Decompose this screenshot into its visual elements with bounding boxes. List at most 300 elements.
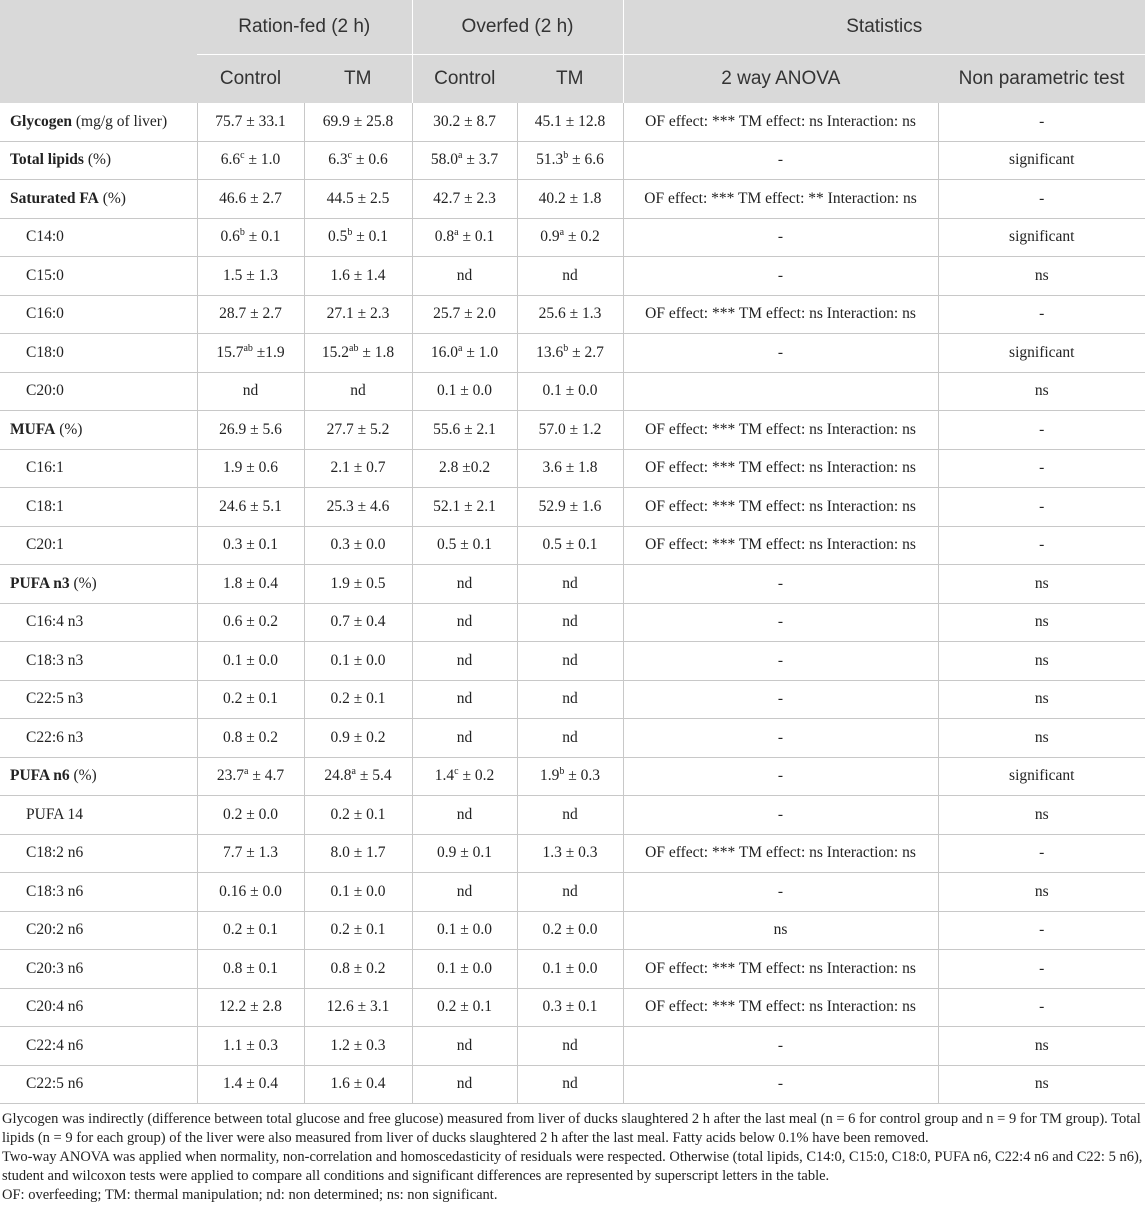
- anova-cell: OF effect: *** TM effect: ns Interaction: ns: [623, 950, 938, 989]
- row-label: [0, 295, 197, 334]
- value-cell-rt: [304, 372, 412, 411]
- value-cell-rt: [304, 642, 412, 681]
- value-main: 1.2 ± 0.3: [330, 1036, 386, 1054]
- row-label: [0, 103, 197, 141]
- table-row: [0, 911, 1145, 950]
- value-cell-oc: [412, 834, 517, 873]
- table-row: [0, 218, 1145, 257]
- value-main: 2.8 ±0.2: [438, 459, 491, 477]
- footnote-1: Glycogen was indirectly (difference between total glucose and free glucose) measured from liver of ducks slaughtered 2 h after the last meal (n = 6 for control group and n = 9 for TM group). Total lipids (n = 9 for each group) of the liver were also measured from liver of ducks slaughtered 2 h after the last meal. Fatty acids below 0.1% have been removed.: [2, 1111, 1141, 1146]
- value-cell-oc: [412, 603, 517, 642]
- value-cell-rt: [304, 257, 412, 296]
- value-cell-rt: [304, 873, 412, 912]
- row-label-text: C18:3 n3: [26, 651, 84, 669]
- value-cell-rc: [197, 411, 304, 450]
- anova-cell: -: [623, 334, 938, 373]
- value-cell-rt: [304, 834, 412, 873]
- value-main: nd: [456, 882, 473, 900]
- anova-cell: -: [623, 1027, 938, 1066]
- table-row: [0, 295, 1145, 334]
- value-cell-rc: [197, 642, 304, 681]
- value-cell-ot: [517, 257, 623, 296]
- value-cell-ot: [517, 295, 623, 334]
- value-main: 57.0 ± 1.2: [538, 420, 602, 438]
- row-label-text: C22:5 n6: [26, 1075, 84, 1093]
- row-label: [0, 680, 197, 719]
- value-main: 0.2 ± 0.1: [330, 921, 386, 939]
- value-main: 30.2 ± 8.7: [433, 112, 496, 130]
- table-row: [0, 796, 1145, 835]
- value-main: 0.5 ± 0.1: [437, 536, 493, 554]
- header-overfed-control: Control: [412, 55, 517, 104]
- value-main: 27.7 ± 5.2: [326, 420, 390, 438]
- value-sd: ± 0.3: [564, 767, 601, 785]
- value-cell-oc: [412, 1065, 517, 1104]
- header-ration-fed: Ration-fed (2 h): [197, 0, 412, 55]
- value-main: 75.7 ± 33.1: [215, 112, 286, 130]
- value-main: 27.1 ± 2.3: [326, 305, 390, 323]
- value-main: 0.3 ± 0.0: [330, 536, 386, 554]
- value-cell-ot: [517, 180, 623, 219]
- value-sd: ± 1.0: [462, 343, 499, 361]
- table-row: [0, 603, 1145, 642]
- significance-letter: b: [559, 766, 565, 778]
- value-main: 0.3 ± 0.1: [542, 998, 598, 1016]
- row-label: [0, 141, 197, 180]
- nonparametric-cell: ns: [938, 642, 1145, 681]
- table-row: [0, 1065, 1145, 1104]
- row-label: [0, 796, 197, 835]
- row-label: [0, 526, 197, 565]
- row-label-bold: Glycogen: [10, 112, 72, 130]
- value-main: 0.2 ± 0.1: [222, 921, 278, 939]
- value-main: 24.6 ± 5.1: [219, 497, 282, 515]
- value-main: nd: [456, 651, 473, 669]
- anova-cell: ns: [623, 911, 938, 950]
- value-main: 0.1 ± 0.0: [542, 382, 598, 400]
- value-cell-ot: [517, 334, 623, 373]
- row-label-text: C22:5 n3: [26, 690, 84, 708]
- value-main: nd: [456, 805, 473, 823]
- value-main: nd: [562, 266, 578, 284]
- table-body: [0, 103, 1145, 1104]
- row-label-unit: (%): [69, 767, 97, 785]
- value-main: 24.8: [324, 767, 352, 785]
- value-main: nd: [562, 690, 578, 708]
- table-row: [0, 680, 1145, 719]
- value-cell-ot: [517, 796, 623, 835]
- value-main: 52.1 ± 2.1: [433, 497, 496, 515]
- row-label-unit: (%): [55, 420, 83, 438]
- value-main: 26.9 ± 5.6: [219, 420, 282, 438]
- value-main: 0.7 ± 0.4: [330, 613, 386, 631]
- row-label-text: C18:1: [26, 497, 64, 515]
- value-cell-oc: [412, 526, 517, 565]
- value-cell-rc: [197, 988, 304, 1027]
- value-cell-oc: [412, 295, 517, 334]
- row-label: [0, 449, 197, 488]
- significance-letter: c: [240, 150, 245, 162]
- value-main: 23.7: [216, 767, 245, 785]
- row-label-text: C22:4 n6: [26, 1036, 84, 1054]
- value-main: 0.2 ± 0.1: [222, 690, 278, 708]
- value-cell-oc: [412, 180, 517, 219]
- table-footnotes: [0, 1104, 1145, 1205]
- value-cell-oc: [412, 449, 517, 488]
- nonparametric-cell: ns: [938, 603, 1145, 642]
- footnote-3: OF: overfeeding; TM: thermal manipulation; nd: non determined; ns: non significant.: [2, 1187, 498, 1203]
- row-label: [0, 565, 197, 604]
- value-cell-rc: [197, 1065, 304, 1104]
- footnote-2: Two-way ANOVA was applied when normality, non-correlation and homoscedasticity of residuals were respected. Otherwise (total lipids, C14:0, C15:0, C18:0, PUFA n6, C22:4 n6 and C22: 5 n6), student and wilcoxon tests were applied to compare all conditions and significant differences are represented by superscript letters in the table.: [2, 1149, 1143, 1184]
- value-main: nd: [456, 613, 473, 631]
- value-cell-ot: [517, 873, 623, 912]
- table-row: [0, 141, 1145, 180]
- anova-cell: OF effect: *** TM effect: ns Interaction: ns: [623, 295, 938, 334]
- significance-letter: b: [563, 150, 569, 162]
- value-cell-rc: [197, 950, 304, 989]
- anova-cell: OF effect: *** TM effect: ns Interaction: ns: [623, 488, 938, 527]
- value-main: 0.1 ± 0.0: [437, 921, 493, 939]
- table-row: [0, 180, 1145, 219]
- value-cell-oc: [412, 642, 517, 681]
- value-sd: ± 0.2: [564, 228, 600, 246]
- value-main: 25.3 ± 4.6: [326, 497, 390, 515]
- value-cell-ot: [517, 372, 623, 411]
- significance-letter: b: [239, 227, 245, 239]
- value-main: 28.7 ± 2.7: [219, 305, 282, 323]
- value-main: nd: [456, 728, 473, 746]
- value-main: 0.8 ± 0.1: [222, 959, 278, 977]
- value-main: 1.5 ± 1.3: [222, 266, 278, 284]
- nonparametric-cell: ns: [938, 1027, 1145, 1066]
- header-statistics: Statistics: [623, 0, 1145, 55]
- row-label: [0, 642, 197, 681]
- nonparametric-cell: -: [938, 488, 1145, 527]
- value-cell-rc: [197, 488, 304, 527]
- nonparametric-cell: -: [938, 834, 1145, 873]
- value-cell-rc: [197, 103, 304, 141]
- value-cell-oc: [412, 719, 517, 758]
- value-main: 12.6 ± 3.1: [326, 998, 390, 1016]
- value-cell-ot: [517, 449, 623, 488]
- value-cell-rc: [197, 680, 304, 719]
- row-label-bold: Saturated FA: [10, 189, 99, 207]
- significance-letter: c: [347, 150, 353, 162]
- value-main: 42.7 ± 2.3: [433, 189, 496, 207]
- value-main: 1.4: [434, 767, 455, 785]
- value-sd: ± 0.1: [244, 228, 281, 246]
- value-cell-oc: [412, 257, 517, 296]
- value-main: 40.2 ± 1.8: [538, 189, 602, 207]
- nonparametric-cell: -: [938, 911, 1145, 950]
- value-cell-ot: [517, 950, 623, 989]
- value-cell-rc: [197, 334, 304, 373]
- value-cell-oc: [412, 218, 517, 257]
- significance-letter: b: [347, 227, 353, 239]
- value-cell-rt: [304, 488, 412, 527]
- significance-letter: b: [563, 342, 569, 354]
- value-main: 12.2 ± 2.8: [219, 998, 282, 1016]
- anova-cell: OF effect: *** TM effect: ns Interaction: ns: [623, 526, 938, 565]
- value-sd: ± 0.2: [458, 767, 495, 785]
- value-cell-rt: [304, 334, 412, 373]
- value-cell-oc: [412, 796, 517, 835]
- row-label-unit: (mg/g of liver): [72, 112, 168, 130]
- row-label-bold: PUFA n6: [10, 767, 70, 785]
- row-label: [0, 1027, 197, 1066]
- value-main: nd: [562, 1075, 578, 1093]
- value-cell-oc: [412, 488, 517, 527]
- value-cell-rt: [304, 141, 412, 180]
- value-main: 0.5: [328, 228, 348, 246]
- value-cell-ot: [517, 757, 623, 796]
- row-label: [0, 411, 197, 450]
- table-row: [0, 757, 1145, 796]
- value-cell-oc: [412, 911, 517, 950]
- value-main: nd: [562, 613, 578, 631]
- value-cell-rt: [304, 295, 412, 334]
- value-main: 1.9: [540, 767, 560, 785]
- value-cell-rc: [197, 873, 304, 912]
- value-main: 1.3 ± 0.3: [542, 844, 598, 862]
- value-main: 45.1 ± 12.8: [534, 112, 606, 130]
- value-main: 0.6 ± 0.2: [222, 613, 278, 631]
- row-label: [0, 218, 197, 257]
- value-cell-rc: [197, 834, 304, 873]
- header-blank: [0, 0, 197, 103]
- value-cell-oc: [412, 1027, 517, 1066]
- value-cell-ot: [517, 526, 623, 565]
- value-main: nd: [456, 690, 473, 708]
- anova-cell: OF effect: *** TM effect: ns Interaction: ns: [623, 834, 938, 873]
- row-label: [0, 834, 197, 873]
- table-row: [0, 834, 1145, 873]
- row-label-bold: Total lipids: [10, 151, 84, 169]
- value-cell-ot: [517, 1065, 623, 1104]
- value-main: nd: [456, 1036, 473, 1054]
- value-main: 25.7 ± 2.0: [433, 305, 496, 323]
- anova-cell: -: [623, 257, 938, 296]
- value-main: 0.9 ± 0.2: [330, 728, 386, 746]
- row-label-bold: PUFA n3: [10, 574, 70, 592]
- value-cell-oc: [412, 988, 517, 1027]
- value-cell-rc: [197, 911, 304, 950]
- table-row: [0, 411, 1145, 450]
- value-sd: ± 0.1: [458, 228, 495, 246]
- anova-cell: -: [623, 719, 938, 758]
- header-nonparametric: Non parametric test: [938, 55, 1145, 104]
- value-cell-rc: [197, 565, 304, 604]
- value-sd: ± 4.7: [248, 767, 285, 785]
- anova-cell: -: [623, 1065, 938, 1104]
- value-cell-rt: [304, 950, 412, 989]
- value-main: 1.9 ± 0.5: [330, 574, 386, 592]
- value-main: 1.8 ± 0.4: [222, 574, 278, 592]
- value-main: 0.2 ± 0.0: [542, 921, 598, 939]
- table-row: [0, 372, 1145, 411]
- value-cell-oc: [412, 141, 517, 180]
- value-main: 0.8 ± 0.2: [222, 728, 278, 746]
- value-main: 0.1 ± 0.0: [437, 959, 493, 977]
- value-main: 1.1 ± 0.3: [222, 1036, 278, 1054]
- value-main: 55.6 ± 2.1: [433, 420, 496, 438]
- row-label-text: PUFA 14: [26, 805, 83, 823]
- anova-cell: -: [623, 642, 938, 681]
- value-cell-rt: [304, 911, 412, 950]
- anova-cell: [623, 372, 938, 411]
- value-cell-ot: [517, 218, 623, 257]
- anova-cell: -: [623, 603, 938, 642]
- value-cell-oc: [412, 372, 517, 411]
- value-cell-ot: [517, 103, 623, 141]
- row-label-text: C20:3 n6: [26, 959, 84, 977]
- nonparametric-cell: significant: [938, 334, 1145, 373]
- anova-cell: -: [623, 218, 938, 257]
- header-anova: 2 way ANOVA: [623, 55, 938, 104]
- value-cell-ot: [517, 834, 623, 873]
- value-main: nd: [242, 382, 259, 400]
- significance-letter: a: [351, 766, 356, 778]
- table-row: [0, 642, 1145, 681]
- anova-cell: -: [623, 565, 938, 604]
- row-label-text: C15:0: [26, 266, 64, 284]
- anova-cell: -: [623, 141, 938, 180]
- value-cell-oc: [412, 680, 517, 719]
- table-row: [0, 988, 1145, 1027]
- value-cell-ot: [517, 911, 623, 950]
- nonparametric-cell: -: [938, 411, 1145, 450]
- value-main: nd: [562, 1036, 578, 1054]
- value-main: 69.9 ± 25.8: [322, 112, 394, 130]
- value-main: 16.0: [430, 343, 459, 361]
- value-cell-ot: [517, 565, 623, 604]
- anova-cell: -: [623, 757, 938, 796]
- value-cell-oc: [412, 873, 517, 912]
- value-cell-oc: [412, 950, 517, 989]
- value-cell-rc: [197, 603, 304, 642]
- nonparametric-cell: -: [938, 988, 1145, 1027]
- row-label: [0, 950, 197, 989]
- value-cell-rc: [197, 449, 304, 488]
- significance-letter: a: [244, 766, 249, 778]
- value-cell-ot: [517, 603, 623, 642]
- value-cell-rt: [304, 603, 412, 642]
- row-label-text: C18:0: [26, 343, 64, 361]
- value-cell-rc: [197, 719, 304, 758]
- value-sd: ± 6.6: [568, 151, 604, 169]
- nonparametric-cell: ns: [938, 257, 1145, 296]
- value-cell-oc: [412, 757, 517, 796]
- row-label: [0, 180, 197, 219]
- value-sd: ± 0.6: [352, 151, 388, 169]
- header-ration-control: Control: [197, 55, 304, 104]
- value-cell-ot: [517, 680, 623, 719]
- value-cell-rc: [197, 295, 304, 334]
- row-label-text: C20:2 n6: [26, 921, 84, 939]
- nonparametric-cell: ns: [938, 719, 1145, 758]
- value-cell-oc: [412, 565, 517, 604]
- nonparametric-cell: significant: [938, 757, 1145, 796]
- value-cell-rt: [304, 218, 412, 257]
- value-sd: ±1.9: [252, 343, 285, 361]
- value-main: 0.1 ± 0.0: [330, 882, 386, 900]
- value-cell-ot: [517, 642, 623, 681]
- anova-cell: -: [623, 873, 938, 912]
- table-row: [0, 719, 1145, 758]
- row-label-text: C16:4 n3: [26, 613, 84, 631]
- value-main: 44.5 ± 2.5: [326, 189, 390, 207]
- anova-cell: OF effect: *** TM effect: ns Interaction: ns: [623, 103, 938, 141]
- significance-letter: a: [458, 150, 463, 162]
- value-cell-rc: [197, 141, 304, 180]
- value-cell-rt: [304, 719, 412, 758]
- value-main: 1.6 ± 0.4: [330, 1075, 386, 1093]
- value-sd: ± 2.7: [568, 343, 604, 361]
- value-main: 0.1 ± 0.0: [330, 651, 386, 669]
- value-cell-rt: [304, 411, 412, 450]
- value-main: nd: [562, 574, 578, 592]
- row-label-text: C20:0: [26, 382, 64, 400]
- table-row: [0, 334, 1145, 373]
- value-main: 0.5 ± 0.1: [542, 536, 598, 554]
- nonparametric-cell: -: [938, 103, 1145, 141]
- table-row: [0, 565, 1145, 604]
- value-cell-ot: [517, 488, 623, 527]
- row-label-text: C20:4 n6: [26, 998, 84, 1016]
- value-main: 15.7: [216, 343, 244, 361]
- value-cell-rt: [304, 757, 412, 796]
- nonparametric-cell: ns: [938, 796, 1145, 835]
- value-cell-rc: [197, 218, 304, 257]
- value-main: 0.3 ± 0.1: [222, 536, 278, 554]
- row-label: [0, 603, 197, 642]
- table-row: [0, 449, 1145, 488]
- header-overfed: Overfed (2 h): [412, 0, 623, 55]
- value-sd: ± 5.4: [355, 767, 392, 785]
- row-label-unit: (%): [69, 574, 97, 592]
- nonparametric-cell: ns: [938, 680, 1145, 719]
- nonparametric-cell: -: [938, 295, 1145, 334]
- value-main: nd: [456, 574, 473, 592]
- value-cell-rc: [197, 796, 304, 835]
- row-label-unit: (%): [98, 189, 126, 207]
- table-row: [0, 103, 1145, 141]
- value-cell-rc: [197, 372, 304, 411]
- value-cell-rt: [304, 796, 412, 835]
- nonparametric-cell: significant: [938, 141, 1145, 180]
- value-main: 0.2 ± 0.1: [330, 805, 386, 823]
- value-main: 46.6 ± 2.7: [219, 189, 282, 207]
- anova-cell: OF effect: *** TM effect: ** Interaction: ns: [623, 180, 938, 219]
- value-cell-rc: [197, 1027, 304, 1066]
- row-label: [0, 757, 197, 796]
- value-main: 1.4 ± 0.4: [222, 1075, 278, 1093]
- value-main: 0.8: [434, 228, 455, 246]
- row-label: [0, 257, 197, 296]
- value-cell-rt: [304, 526, 412, 565]
- table-row: [0, 873, 1145, 912]
- significance-letter: a: [559, 227, 565, 239]
- row-label-text: C20:1: [26, 536, 64, 554]
- value-cell-rc: [197, 257, 304, 296]
- row-label: [0, 873, 197, 912]
- value-main: 58.0: [430, 151, 459, 169]
- value-main: nd: [562, 651, 578, 669]
- value-cell-rc: [197, 757, 304, 796]
- value-main: 0.2 ± 0.0: [222, 805, 278, 823]
- value-main: 0.2 ± 0.1: [330, 690, 386, 708]
